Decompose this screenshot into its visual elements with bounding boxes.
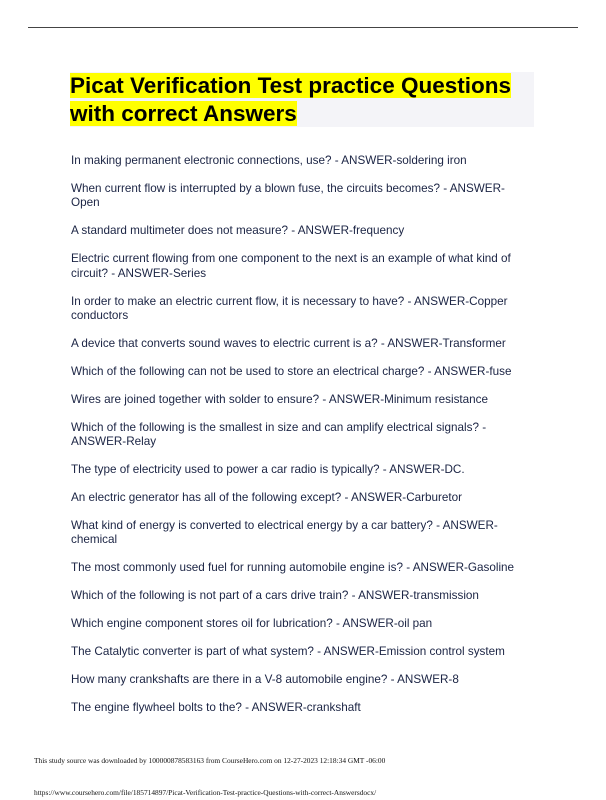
qa-item: What kind of energy is converted to electrical energy by a car battery? - ANSWER-chemical bbox=[71, 518, 498, 547]
document-title bbox=[70, 72, 540, 127]
qa-item: The Catalytic converter is part of what system? - ANSWER-Emission control system bbox=[71, 644, 505, 658]
qa-item: How many crankshafts are there in a V-8 automobile engine? - ANSWER-8 bbox=[71, 672, 459, 686]
qa-item: In order to make an electric current flow, it is necessary to have? - ANSWER-Copper conductors bbox=[71, 294, 508, 323]
qa-item: When current flow is interrupted by a blown fuse, the circuits becomes? - ANSWER-Open bbox=[71, 181, 505, 210]
qa-item: Which of the following is not part of a cars drive train? - ANSWER-transmission bbox=[71, 589, 479, 603]
qa-item: The most commonly used fuel for running automobile engine is? - ANSWER-Gasoline bbox=[71, 561, 515, 575]
qa-item: Electric current flowing from one component to the next is an example of what kind of circuit? - ANSWER-Series bbox=[71, 252, 511, 280]
qa-item: Wires are joined together with solder to ensure? - ANSWER-Minimum resistance bbox=[71, 392, 489, 406]
title-highlight: Picat Verification Test practice Questions with correct Answers bbox=[70, 73, 511, 126]
qa-item: The engine flywheel bolts to the? - ANSWER-crankshaft bbox=[71, 700, 361, 714]
qa-item: Which of the following is the smallest in size and can amplify electrical signals? - ANSWER-Relay bbox=[71, 420, 487, 449]
qa-item: The type of electricity used to power a car radio is typically? - ANSWER-DC. bbox=[71, 463, 465, 477]
qa-list bbox=[71, 154, 531, 729]
header-divider bbox=[28, 27, 578, 28]
qa-item: Which engine component stores oil for lubrication? - ANSWER-oil pan bbox=[71, 616, 433, 630]
qa-item: In making permanent electronic connections, use? - ANSWER-soldering iron bbox=[71, 154, 467, 167]
qa-item: A device that converts sound waves to electric current is a? - ANSWER-Transformer bbox=[71, 336, 506, 350]
download-note: This study source was downloaded by 100000878583163 from CourseHero.com on 12-27-2023 12:18:34 GMT -06:00 bbox=[34, 756, 386, 765]
qa-item: A standard multimeter does not measure? - ANSWER-frequency bbox=[71, 224, 405, 238]
qa-item: An electric generator has all of the following except? - ANSWER-Carburetor bbox=[71, 490, 463, 504]
source-url[interactable]: https://www.coursehero.com/file/185714897/Picat-Verification-Test-practice-Questions-with-correct-Answersdocx/ bbox=[34, 788, 377, 797]
qa-item: Which of the following can not be used to store an electrical charge? - ANSWER-fuse bbox=[71, 364, 512, 378]
